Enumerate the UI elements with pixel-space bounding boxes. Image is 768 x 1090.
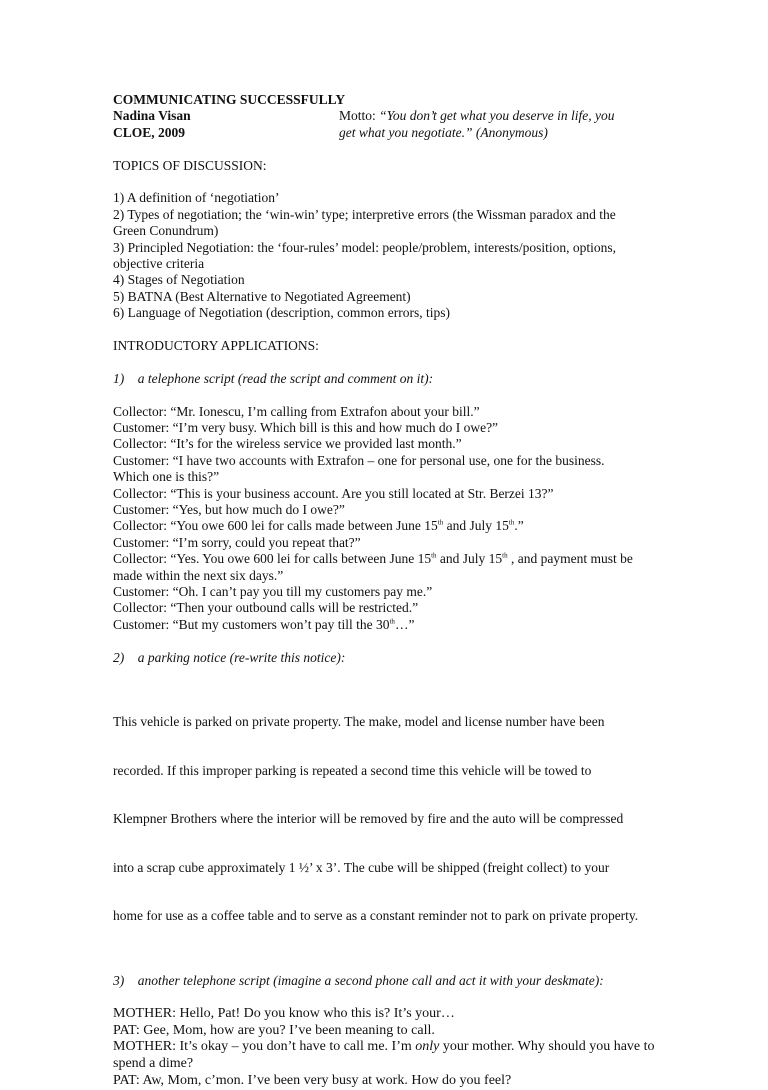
application-2-number: 2) (113, 649, 125, 665)
doc-title: COMMUNICATING SUCCESSFULLY (113, 92, 346, 107)
ordinal-suffix: th (431, 551, 437, 560)
topic-line: Green Conundrum) (113, 223, 219, 239)
intro-heading: INTRODUCTORY APPLICATIONS: (113, 338, 319, 354)
topic-line: 4) Stages of Negotiation (113, 272, 245, 288)
script-line: Customer: “I’m very busy. Which bill is this and how much do I owe?” (113, 420, 499, 436)
script-line: Collector: “It’s for the wireless service we provided last month.” (113, 436, 462, 452)
script-line: Customer: “Yes, but how much do I owe?” (113, 502, 345, 518)
script-text: and July 15 (436, 551, 503, 567)
application-2-title (113, 650, 673, 666)
motto-label: Motto: (339, 108, 380, 124)
script-text: …” (394, 616, 415, 632)
script-text: and July 15 (443, 518, 509, 534)
topic-line: 3) Principled Negotiation: the ‘four-rules’ model: people/problem, interests/position, options, (113, 239, 617, 255)
dialog-emphasis: only (415, 1039, 440, 1055)
org-row (113, 125, 673, 141)
dialog-line: PAT: Aw, Mom, c’mon. I’ve been very busy at work. How do you feel? (113, 1072, 512, 1088)
motto-line-1 (339, 108, 615, 124)
script-line: Collector: “This is your business account. Are you still located at Str. Berzei 13?” (113, 485, 554, 501)
notice-line: Klempner Brothers where the interior will be removed by fire and the auto will be compressed (113, 811, 624, 827)
document-page (113, 92, 673, 1090)
script-line: Collector: “Then your outbound calls will be restricted.” (113, 600, 419, 616)
author-name: Nadina Visan (113, 108, 191, 124)
script-line: Which one is this?” (113, 469, 220, 485)
application-2-text: a parking notice (re-write this notice): (137, 649, 346, 665)
topic-line: 1) A definition of ‘negotiation’ (113, 190, 280, 206)
dialog-line: PAT: Gee, Mom, how are you? I’ve been meaning to call. (113, 1022, 435, 1038)
topics-heading: TOPICS OF DISCUSSION: (113, 157, 267, 173)
ordinal-suffix: th (508, 518, 515, 527)
script-text: , and payment must be (507, 551, 633, 567)
application-3-number: 3) (113, 972, 125, 988)
script-text: Collector: “Yes. You owe 600 lei for calls between June 15 (113, 551, 432, 567)
script-line (113, 551, 673, 567)
topics-list (113, 190, 673, 321)
telephone-script-2 (113, 1006, 673, 1090)
script-line: Customer: “Oh. I can’t pay you till my customers pay me.” (113, 584, 433, 600)
script-line (113, 518, 673, 534)
application-3-text: another telephone script (imagine a second phone call and act it with your deskmate): (137, 972, 604, 988)
topic-line: 5) BATNA (Best Alternative to Negotiated Agreement) (113, 288, 411, 304)
notice-line: into a scrap cube approximately 1 ½’ x 3’. The cube will be shipped (freight collect) to your (113, 859, 610, 875)
ordinal-suffix: th (437, 518, 444, 527)
dialog-line (113, 1039, 673, 1056)
notice-line: home for use as a coffee table and to serve as a constant reminder not to park on private property. (113, 908, 639, 924)
dialog-line: spend a dime? (113, 1056, 194, 1072)
dialog-line: MOTHER: Hello, Pat! Do you know who this is? It’s your… (113, 1005, 455, 1021)
script-line: Collector: “Mr. Ionescu, I’m calling from Extrafon about your bill.” (113, 403, 480, 419)
script-text: Customer: “But my customers won’t pay till the 30 (113, 616, 390, 632)
author-row (113, 108, 673, 124)
application-1-number: 1) (113, 370, 125, 386)
dialog-text: your mother. Why should you have to (439, 1039, 655, 1055)
script-line: made within the next six days.” (113, 567, 284, 583)
dialog-text: MOTHER: It’s okay – you don’t have to call me. I’m (113, 1039, 416, 1055)
telephone-script-1 (113, 404, 673, 634)
notice-line: recorded. If this improper parking is repeated a second time this vehicle will be towed to (113, 762, 592, 778)
motto-quote-1: “You don’t get what you deserve in life, you (379, 108, 615, 124)
script-text: .” (514, 518, 524, 534)
topic-line: objective criteria (113, 256, 205, 271)
script-line: Customer: “I’m sorry, could you repeat that?” (113, 534, 361, 550)
script-text: Collector: “You owe 600 lei for calls made between June 15 (113, 518, 438, 534)
motto-line-2: get what you negotiate.” (Anonymous) (339, 124, 548, 140)
notice-line: This vehicle is parked on private property. The make, model and license number have been (113, 714, 605, 730)
org-name: CLOE, 2009 (113, 124, 186, 140)
script-line (113, 617, 673, 633)
application-1-text: a telephone script (read the script and comment on it): (137, 370, 434, 386)
application-3-title (113, 973, 673, 989)
ordinal-suffix: th (502, 551, 508, 560)
topic-line: 6) Language of Negotiation (description, common errors, tips) (113, 305, 451, 321)
parking-notice (113, 682, 673, 956)
application-1-title (113, 371, 673, 387)
topic-line: 2) Types of negotiation; the ‘win-win’ type; interpretive errors (the Wissman paradox and the (113, 206, 616, 222)
ordinal-suffix: th (389, 617, 395, 626)
script-line: Customer: “I have two accounts with Extrafon – one for personal use, one for the business. (113, 452, 605, 468)
